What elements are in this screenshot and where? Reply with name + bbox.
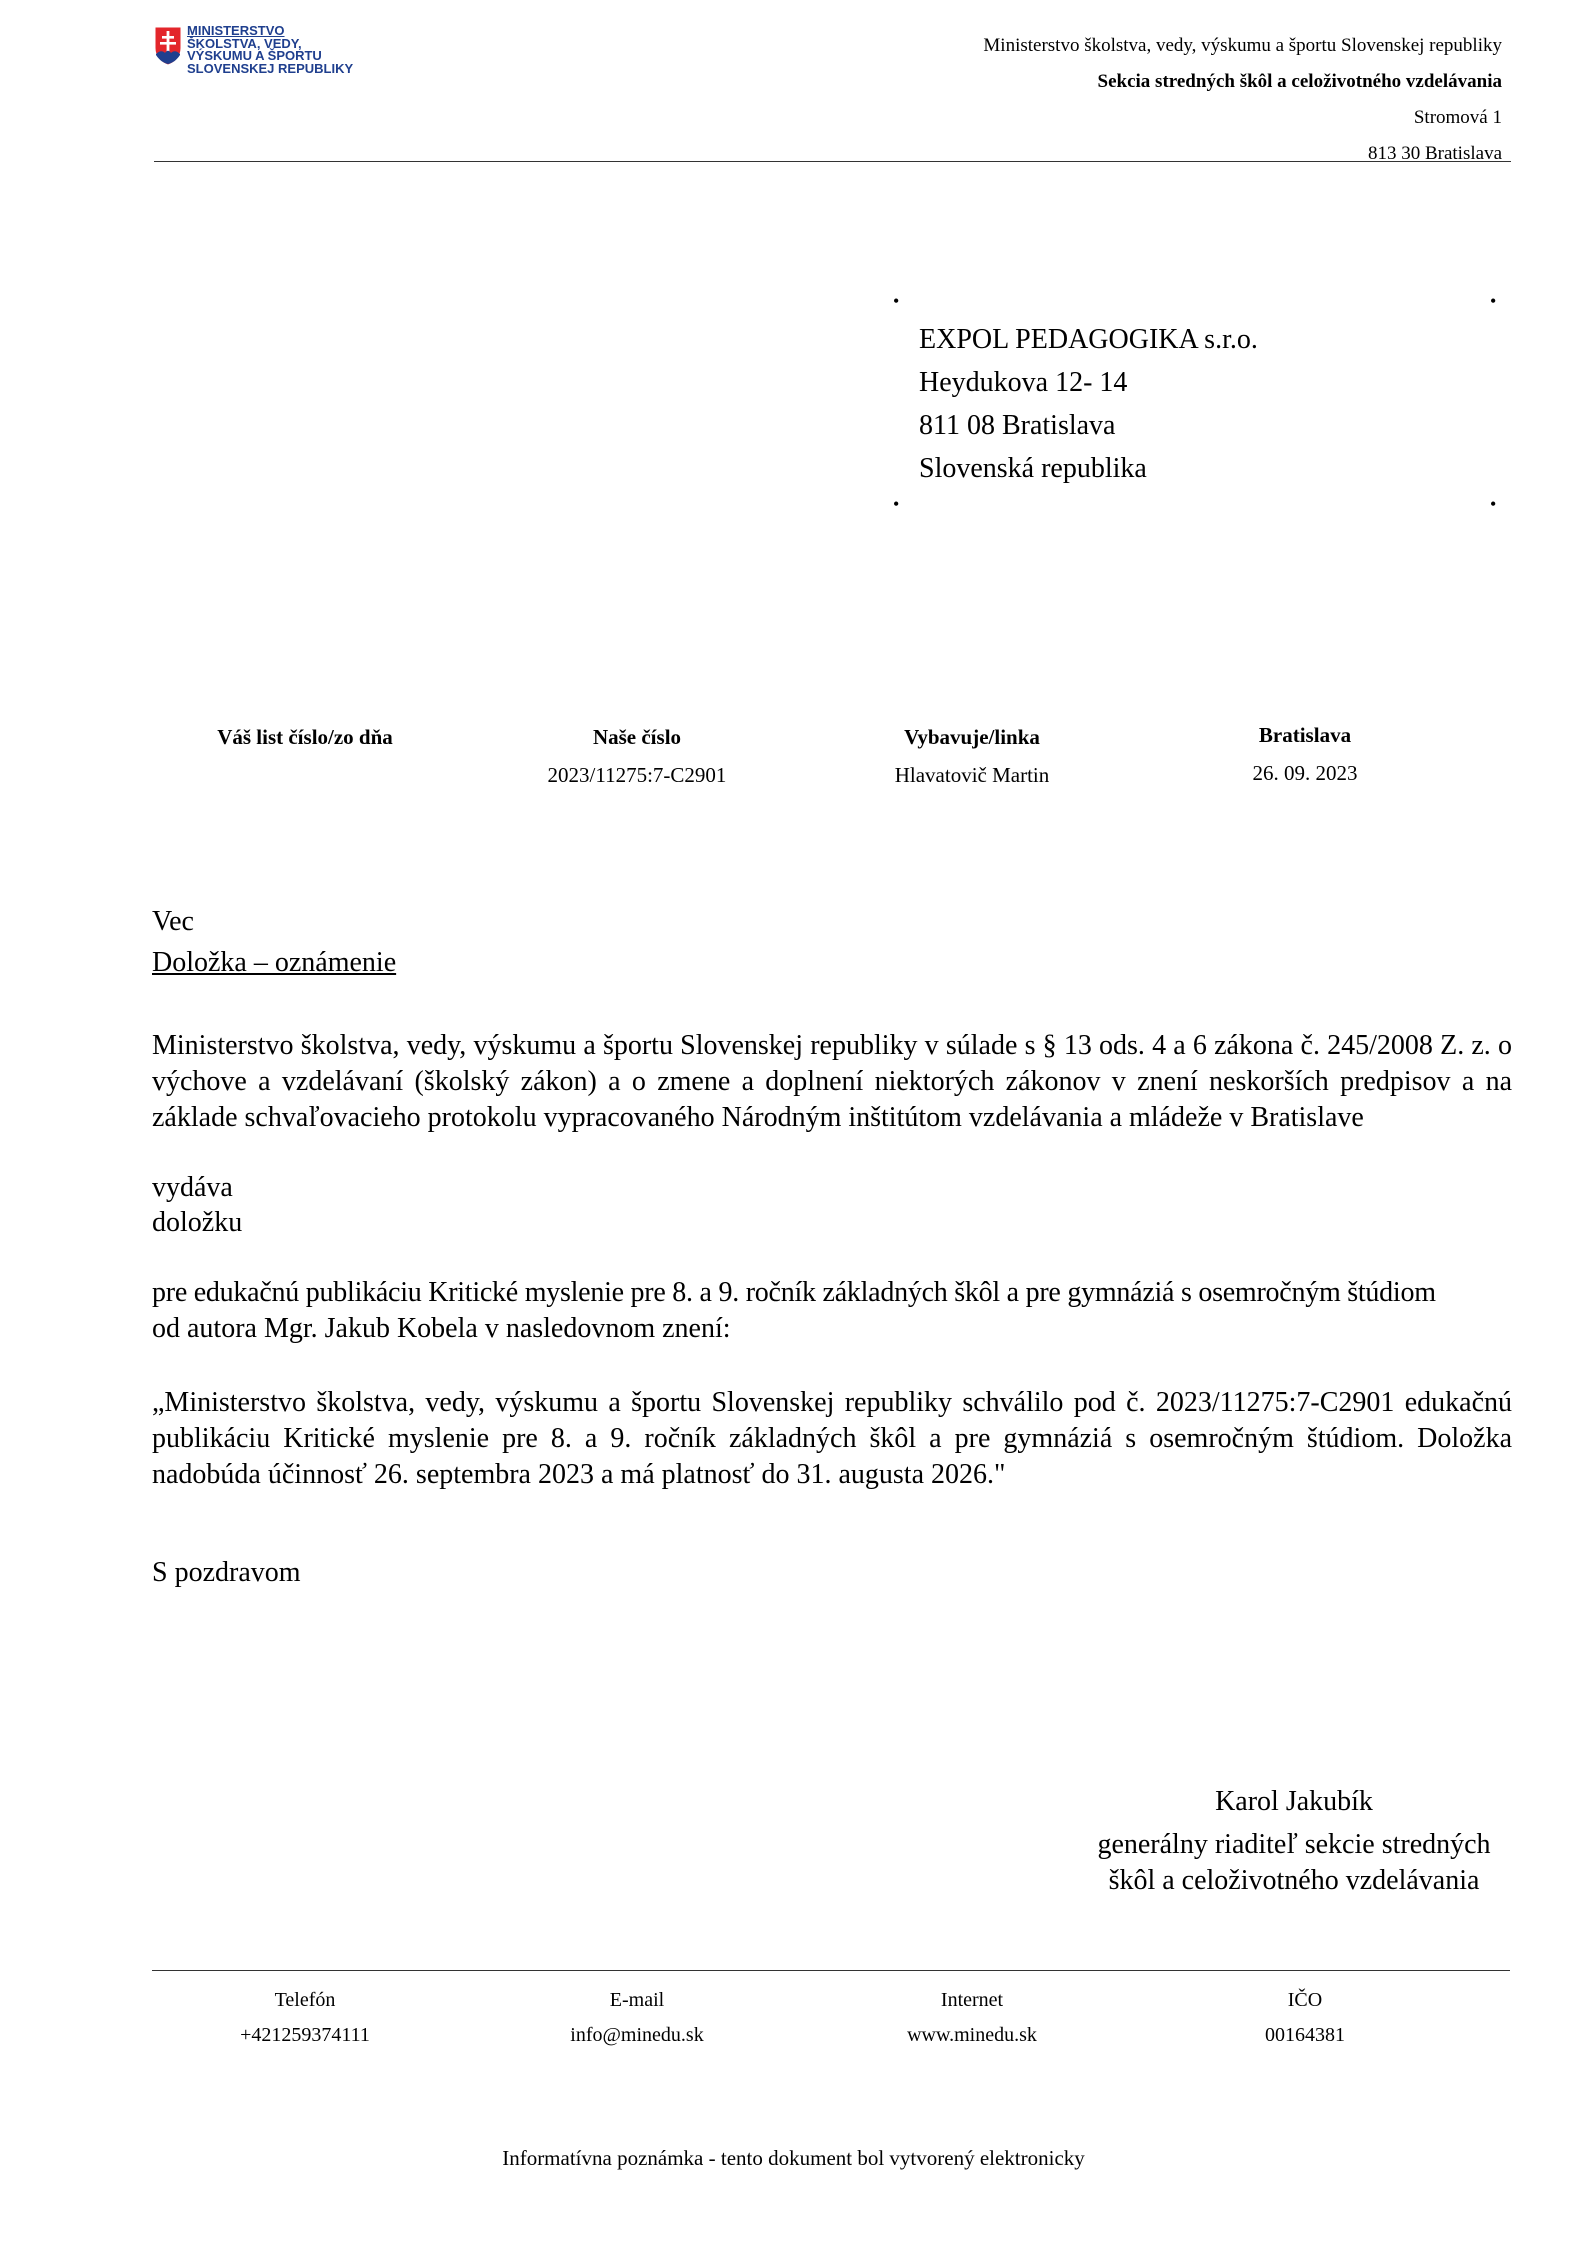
greeting: S pozdravom [152, 1557, 301, 1588]
logo-line-1: MINISTERSTVO [187, 23, 285, 38]
sender-section: Sekcia stredných škôl a celoživotného vzdelávania [1097, 71, 1502, 92]
recipient-city: 811 08 Bratislava [919, 410, 1116, 441]
subject-label: Vec [152, 906, 194, 937]
recipient-name: EXPOL PEDAGOGIKA s.r.o. [919, 324, 1258, 355]
footer-email [497, 1983, 777, 2053]
your-letter-label: Váš list číslo/zo dňa [217, 725, 393, 749]
internet-value: www.minedu.sk [907, 2024, 1037, 2046]
your-letter-column [165, 718, 445, 756]
ministry-logo-text [187, 25, 367, 75]
signatory-name: Karol Jakubík [1215, 1786, 1373, 1817]
handled-by-column [832, 718, 1112, 794]
logo-line-2: ŠKOLSTVA, VEDY, [187, 35, 302, 51]
footer-ico [1165, 1983, 1445, 2053]
ico-value: 00164381 [1265, 2024, 1345, 2046]
our-number-label: Naše číslo [592, 725, 682, 749]
intro-paragraph: Ministerstvo školstva, vedy, výskumu a športu Slovenskej republiky v súlade s § 13 ods. 4 a 6 zákona č. 245/2008 Z. z. o výchove a vzdelávaní (školský zákon) a o zmene a doplnení niektorých zákonov v znení neskorších predpisov a na základe schvaľovacieho protokolu vypracovaného Národným inštitútom vzdelávania a mládeže v Bratislave [152, 1030, 1512, 1133]
clause-word: doložku [152, 1207, 243, 1238]
footer-internet [832, 1983, 1112, 2053]
email-label: E-mail [609, 1989, 665, 2011]
recipient-address [919, 318, 1258, 490]
email-value: info@minedu.sk [570, 2024, 704, 2046]
internet-label: Internet [940, 1989, 1004, 2011]
header-divider [154, 161, 1511, 162]
logo-line-4: SLOVENSKEJ REPUBLIKY [187, 60, 354, 76]
clause-quote-paragraph: „Ministerstvo školstva, vedy, výskumu a športu Slovenskej republiky schválilo pod č. 2023/11275:7-C2901 edukačnú publikáciu Kritické myslenie pre 8. a 9. ročník základných škôl a pre gymnáziá s osemročným štúdiom. Doložka nadobúda účinnosť 26. septembra 2023 a má platnosť do 31. augusta 2026." [152, 1387, 1512, 1490]
place-label: Bratislava [1258, 723, 1352, 747]
sender-ministry: Ministerstvo školstva, vedy, výskumu a športu Slovenskej republiky [983, 35, 1502, 56]
handled-by-value: Hlavatovič Martin [894, 763, 1050, 787]
electronic-document-note: Informatívna poznámka - tento dokument bol vytvorený elektronicky [502, 2146, 1085, 2170]
signatory-title-line-2: škôl a celoživotného vzdelávania [1108, 1865, 1480, 1896]
our-number-column [497, 718, 777, 794]
footer-divider [152, 1970, 1510, 1971]
recipient-street: Heydukova 12- 14 [919, 367, 1128, 398]
publication-line-2: od autora Mgr. Jakub Kobela v nasledovnom znení: [152, 1313, 731, 1344]
date-value: 26. 09. 2023 [1252, 761, 1358, 785]
footer-phone [165, 1983, 445, 2053]
phone-value: +421259374111 [240, 2024, 370, 2046]
signatory-title-line-1: generálny riaditeľ sekcie stredných [1097, 1829, 1491, 1860]
signature-block [1064, 1784, 1524, 1899]
address-corner-mark: • [893, 291, 900, 311]
address-corner-mark: • [1490, 494, 1497, 514]
ico-label: IČO [1287, 1989, 1323, 2011]
issues-word: vydáva [152, 1172, 233, 1203]
logo-line-3: VÝSKUMU A ŠPORTU [187, 48, 322, 63]
place-date-column [1165, 716, 1445, 792]
recipient-country: Slovenská republika [919, 453, 1147, 484]
slovak-coat-of-arms-icon [154, 26, 182, 66]
sender-street: Stromová 1 [1413, 107, 1502, 128]
ministry-logo [154, 25, 364, 95]
phone-label: Telefón [274, 1989, 336, 2011]
address-corner-mark: • [1490, 291, 1497, 311]
handled-by-label: Vybavuje/linka [904, 725, 1040, 749]
sender-city: 813 30 Bratislava [1367, 143, 1502, 164]
our-number-value: 2023/11275:7-C2901 [547, 763, 727, 787]
sender-header [802, 28, 1502, 172]
publication-line-1: pre edukačnú publikáciu Kritické myslenie pre 8. a 9. ročník základných škôl a pre gymnáziá s osemročným štúdiom [152, 1277, 1436, 1308]
address-corner-mark: • [893, 494, 900, 514]
subject-title: Doložka – oznámenie [152, 947, 397, 978]
